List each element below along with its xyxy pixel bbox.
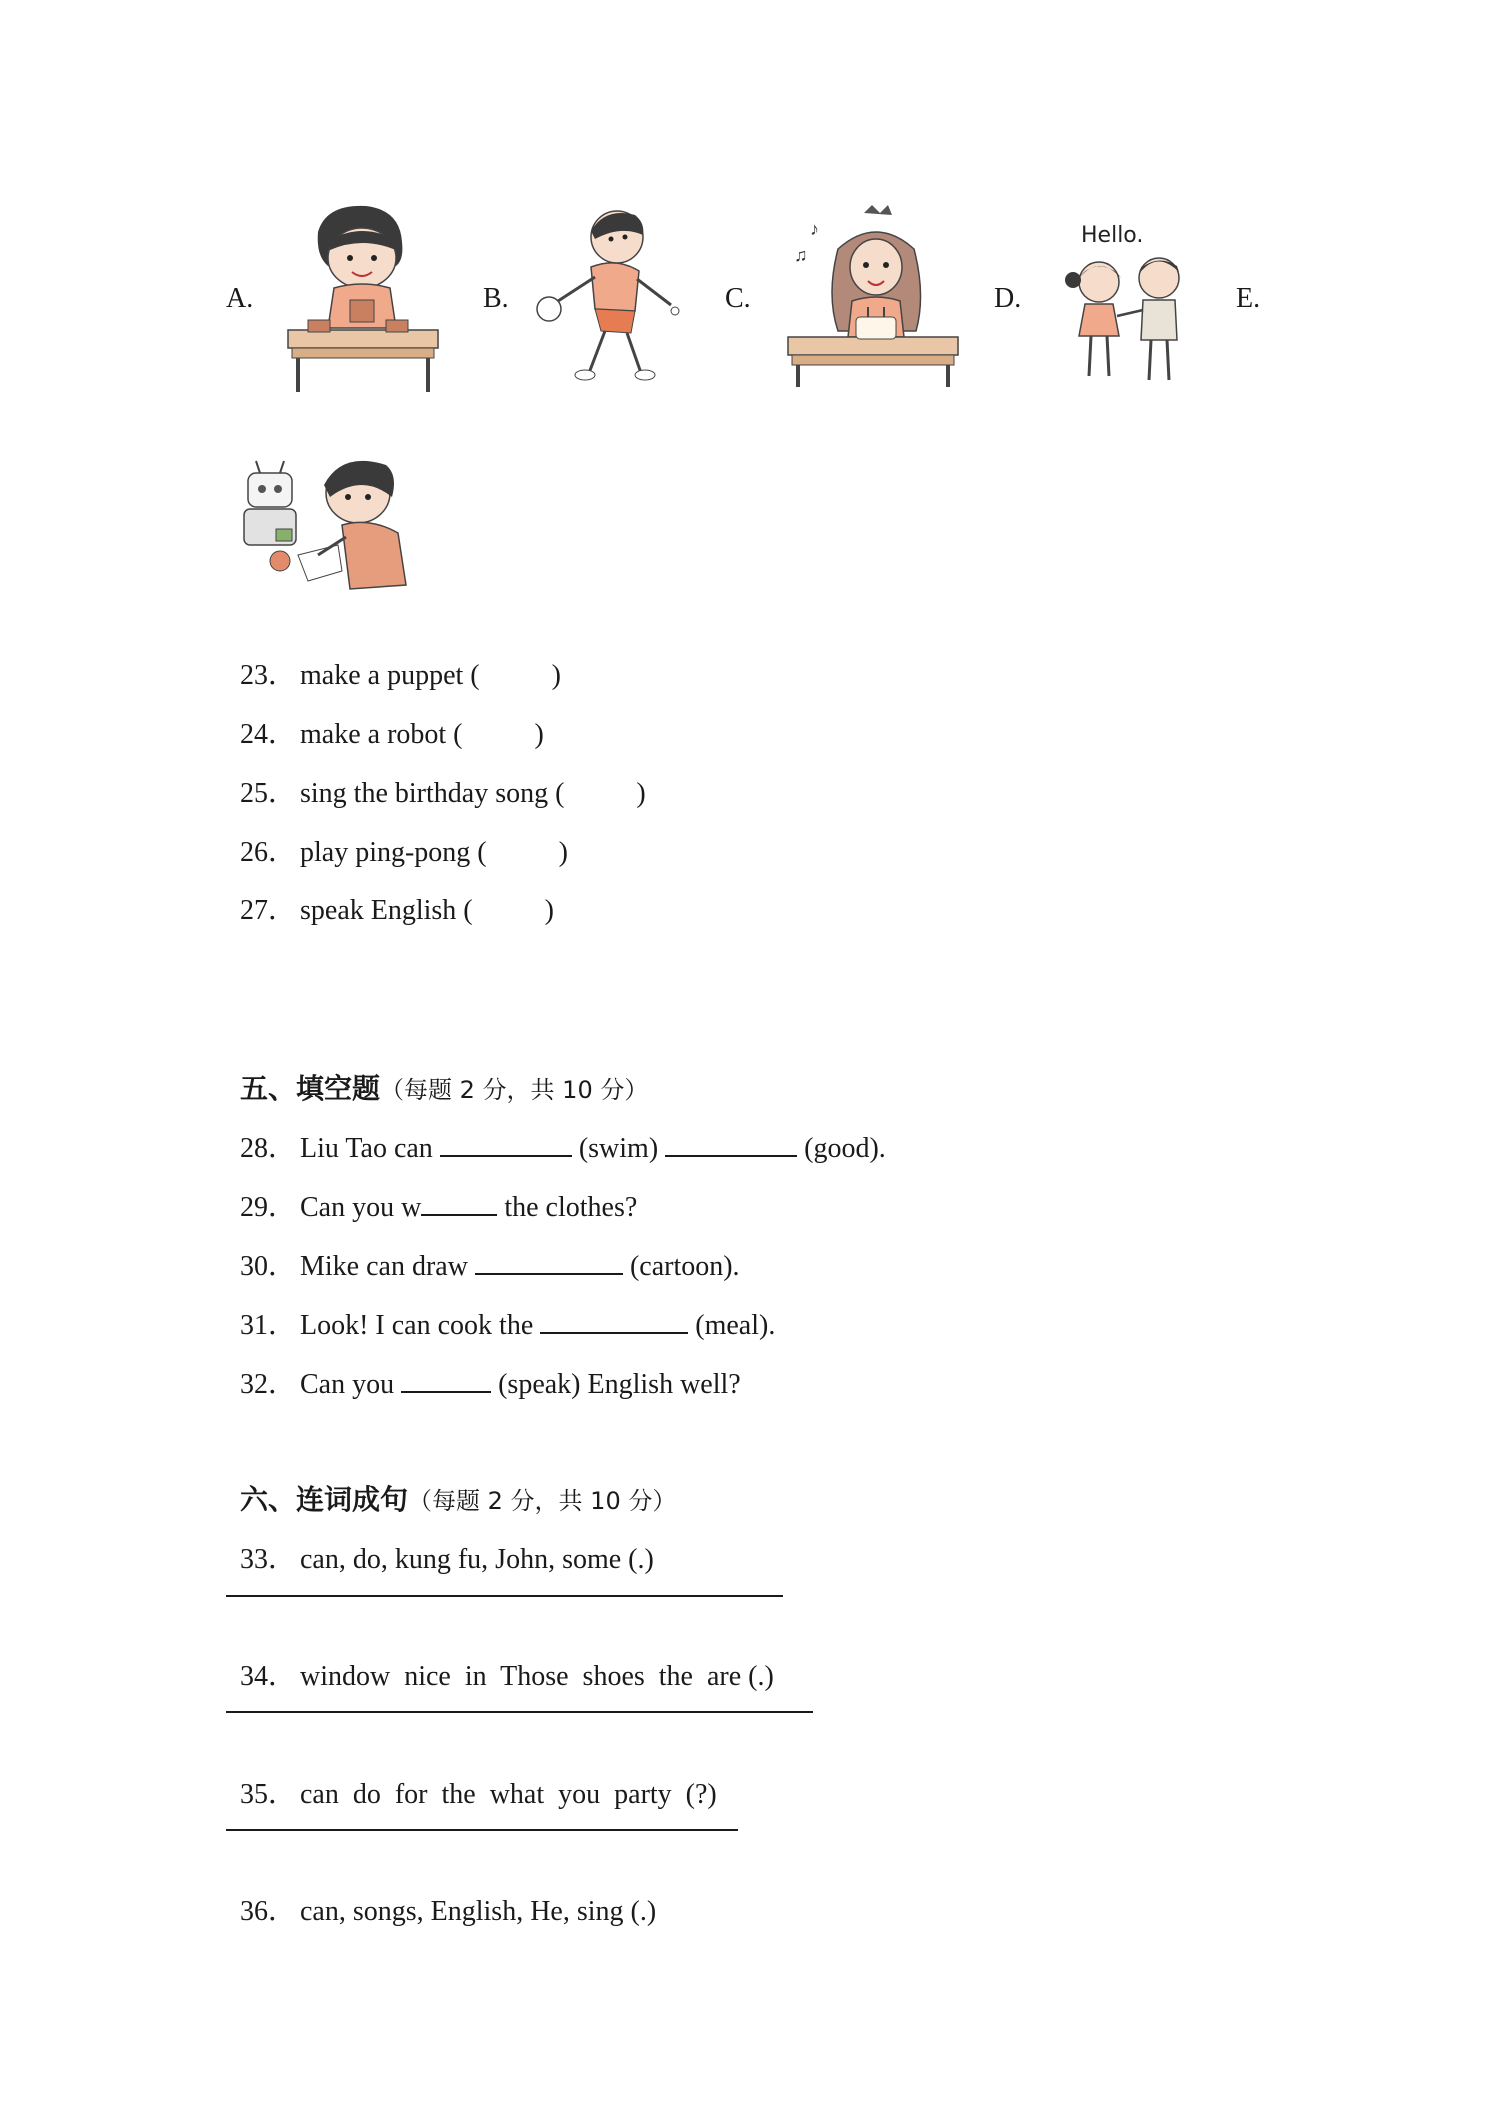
question-34: [226, 1622, 774, 1694]
answer-line-33[interactable]: [226, 1595, 783, 1597]
question-number: 26．: [240, 837, 297, 868]
option-c-label: C.: [725, 283, 751, 314]
question-text: speak English (: [300, 895, 473, 926]
question-close-paren: ): [534, 719, 544, 750]
boy-playing-ping-pong-icon: [525, 205, 685, 390]
children-saying-hello-icon: [1055, 220, 1195, 395]
svg-text:♫: ♫: [794, 245, 808, 265]
option-d-label: D.: [994, 283, 1022, 314]
question-33: [226, 1505, 654, 1577]
question-number: 25．: [240, 778, 297, 809]
question-text: make a robot (: [300, 719, 463, 750]
boy-making-puppet-at-table-icon: [278, 200, 448, 400]
question-number: 24．: [240, 719, 297, 750]
question-text: can, do, kung fu, John, some (.): [300, 1544, 654, 1575]
section-score-note: （每题 2 分，共 10 分）: [380, 1076, 649, 1104]
question-35: [226, 1740, 717, 1812]
section-title: 五、填空题: [240, 1072, 381, 1105]
question-number: 27．: [240, 895, 297, 926]
girl-with-birthday-cake-icon: [780, 205, 965, 395]
question-text: (speak) English well?: [491, 1369, 741, 1400]
question-27: [226, 856, 554, 928]
question-close-paren: ): [551, 660, 561, 691]
fill-blank[interactable]: [665, 1131, 797, 1157]
question-text: Mike can draw: [300, 1251, 475, 1282]
question-number: 32．: [240, 1369, 297, 1400]
question-text: play ping-pong (: [300, 837, 487, 868]
question-number: 36．: [240, 1896, 297, 1927]
question-text: (good).: [797, 1133, 886, 1164]
svg-text:♪: ♪: [810, 219, 819, 239]
question-32: [226, 1330, 741, 1402]
option-a-label: A.: [226, 283, 254, 314]
question-36: [226, 1857, 656, 1929]
question-text: the clothes?: [497, 1192, 638, 1223]
question-number: 30．: [240, 1251, 297, 1282]
question-text: (swim): [571, 1133, 666, 1164]
question-close-paren: ): [544, 895, 554, 926]
question-text: Liu Tao can: [300, 1133, 440, 1164]
fill-blank[interactable]: [401, 1367, 491, 1393]
option-e-label: E.: [1236, 283, 1261, 314]
question-text: sing the birthday song (: [300, 778, 565, 809]
question-text: Can you w: [300, 1192, 422, 1223]
question-close-paren: ): [636, 778, 646, 809]
section-score-note: （每题 2 分，共 10 分）: [408, 1487, 677, 1515]
question-text: window nice in Those shoes the are (.): [300, 1661, 774, 1692]
question-text: (cartoon).: [622, 1251, 740, 1282]
section-title: 六、连词成句: [240, 1483, 409, 1516]
option-b-label: B.: [483, 283, 509, 314]
question-number: 29．: [240, 1192, 297, 1223]
boy-making-robot-icon: [238, 445, 428, 600]
question-number: 34．: [240, 1661, 297, 1692]
question-text: Can you: [300, 1369, 402, 1400]
answer-line-35[interactable]: [226, 1829, 738, 1831]
question-text: can do for the what you party (?): [300, 1779, 717, 1810]
question-number: 33．: [240, 1544, 297, 1575]
question-text: (meal).: [688, 1310, 776, 1341]
question-text: make a puppet (: [300, 660, 480, 691]
question-close-paren: ): [558, 837, 568, 868]
answer-line-34[interactable]: [226, 1711, 813, 1713]
question-number: 31．: [240, 1310, 297, 1341]
question-number: 23．: [240, 660, 297, 691]
question-text: Look! I can cook the: [300, 1310, 541, 1341]
hello-speech-text: Hello.: [1081, 223, 1144, 248]
question-number: 35．: [240, 1779, 297, 1810]
question-number: 28．: [240, 1133, 297, 1164]
question-text: can, songs, English, He, sing (.): [300, 1896, 657, 1927]
